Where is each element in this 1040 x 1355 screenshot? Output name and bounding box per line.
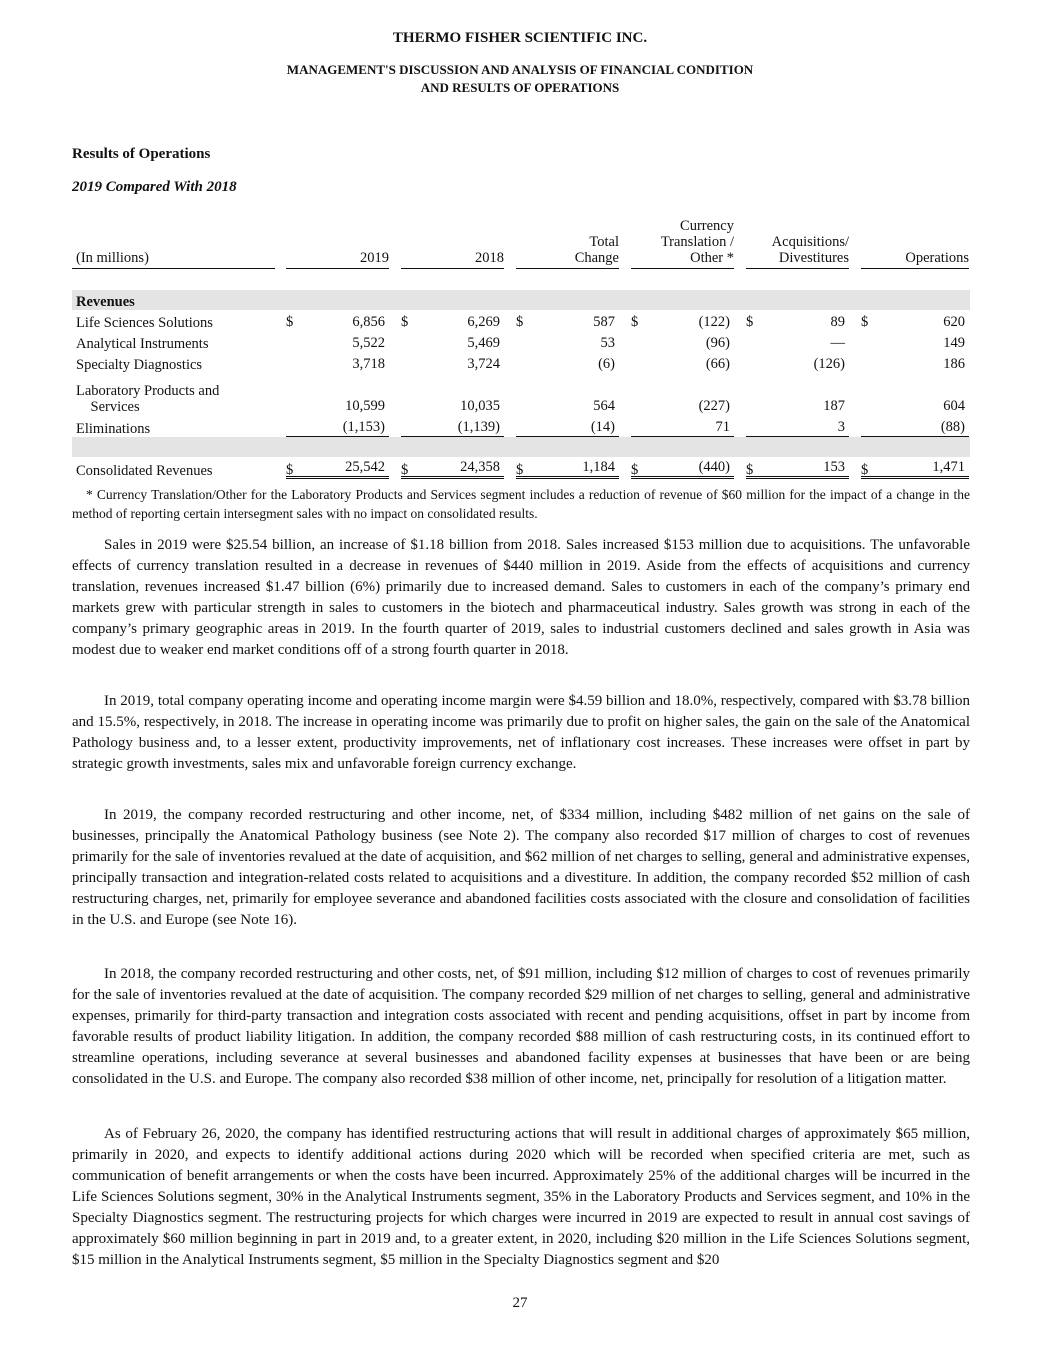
dollar-sign <box>401 373 415 415</box>
dollar-sign: $ <box>746 462 754 478</box>
cell-ops: (88) <box>861 415 969 437</box>
row-label: Consolidated Revenues <box>76 463 213 479</box>
cell-y2018: 5,469 <box>467 335 500 351</box>
header-operations: Operations <box>861 217 969 269</box>
paragraph-restructuring-2018: In 2018, the company recorded restructuring and other costs, net, of $91 million, including $12 million of charges to cost of revenues primarily for the sale of inventories revalued at the date of acquisition. The company recorded $29 million of net charges to selling, general and administrative expenses, primarily for third-party transaction and integration costs associated with recent and pending acquisitions, offset in part by income from favorable results of product liability litigation. In addition, the company recorded $88 million of cash restructuring costs, in its continued effort to streamline operations, including severance at several businesses and abandoned facility expenses at businesses that have been or are being consolidated in the U.S. and Europe. The company also recorded $38 million of other income, net, principally for resolution of a litigation matter. <box>72 966 970 1087</box>
dollar-sign <box>631 373 645 415</box>
row-label: Specialty Diagnostics <box>76 357 203 373</box>
dollar-sign: $ <box>861 314 869 330</box>
dollar-sign <box>631 415 645 437</box>
cell-currency: 71 <box>631 415 734 437</box>
dollar-sign: $ <box>401 462 409 478</box>
dollar-sign: $ <box>631 462 639 478</box>
cell-y2018: 24,358 <box>401 457 504 479</box>
dollar-sign: $ <box>516 462 524 478</box>
cell-acq: 153 <box>746 457 849 479</box>
dollar-sign: $ <box>516 314 524 330</box>
dollar-sign <box>401 415 415 437</box>
dollar-sign <box>516 373 530 415</box>
cell-currency: (440) <box>631 457 734 479</box>
cell-total: (14) <box>516 415 619 437</box>
dollar-sign: $ <box>401 314 409 330</box>
header-total-change: Total Change <box>516 217 619 269</box>
dollar-sign <box>861 331 875 352</box>
cell-ops: 620 <box>943 314 965 330</box>
dollar-sign <box>516 415 530 437</box>
row-laboratory-products <box>72 373 970 415</box>
cell-y2019: (1,153) <box>286 415 389 437</box>
cell-acq: 89 <box>830 314 845 330</box>
spacer-row <box>72 437 970 457</box>
revenues-group-row <box>72 290 970 310</box>
cell-y2018: 3,724 <box>467 356 500 372</box>
cell-y2018: 10,035 <box>460 398 500 414</box>
cell-ops: 1,471 <box>861 457 969 479</box>
dollar-sign <box>861 373 875 415</box>
header-in-millions: (In millions) <box>72 217 275 269</box>
cell-currency: (122) <box>698 314 730 330</box>
cell-ops: 186 <box>943 356 965 372</box>
cell-currency: (96) <box>705 335 730 351</box>
row-life-sciences <box>72 310 970 331</box>
dollar-sign <box>286 331 300 352</box>
dollar-sign <box>861 415 875 437</box>
cell-total: 564 <box>593 398 615 414</box>
cell-acq: — <box>830 335 845 351</box>
header-acquisitions: Acquisitions/ Divestitures <box>746 217 849 269</box>
cell-y2019: 3,718 <box>352 356 385 372</box>
revenues-group-label: Revenues <box>76 294 135 310</box>
cell-total: 53 <box>600 335 615 351</box>
paragraph-restructuring-2019: In 2019, the company recorded restructuring and other income, net, of $334 million, including $482 million of net gains on the sale of businesses, principally the Anatomical Pathology business (see Note 2). The company also recorded $17 million of charges to cost of revenues primarily for the sale of inventories revalued at the date of acquisition, and $62 million of net charges to selling, general and administrative expenses, principally transaction and integration-related costs related to acquisitions and a divestiture. In addition, the company recorded $52 million of cash restructuring charges, net, primarily for employee severance and abandoned facilities costs associated with the closure and consolidation of facilities in the U.S. and Europe (see Note 16). <box>72 807 970 928</box>
row-consolidated-revenues <box>72 457 970 479</box>
dollar-sign: $ <box>631 314 639 330</box>
paragraph-sales: Sales in 2019 were $25.54 billion, an increase of $1.18 billion from 2018. Sales increased $153 million due to acquisitions. The unfavorable effects of currency translation resulted in a decrease in revenues of $440 million in 2019. Aside from the effects of acquisitions and currency translation, revenues increased $1.47 billion (6%) primarily due to increased demand. Sales to customers in each of the company’s primary end markets grew with particular strength in sales to customers in the biotech and pharmaceutical industry. Sales growth was strong in each of the company’s primary geographic areas in 2019. In the fourth quarter of 2019, sales to industrial customers declined and sales growth in Asia was modest due to weaker end market conditions off of a strong fourth quarter in 2018. <box>72 537 970 658</box>
row-eliminations <box>72 415 970 437</box>
dollar-sign <box>746 373 760 415</box>
table-footnote: * Currency Translation/Other for the Laboratory Products and Services segment includes a reduction of revenue of $60 million for the impact of a change in the method of reporting certain intersegment sales with no impact on consolidated results. <box>72 487 970 521</box>
cell-currency: (66) <box>705 356 730 372</box>
cell-y2018: 6,269 <box>467 314 500 330</box>
header-currency-translation: Currency Translation / Other * <box>631 217 734 269</box>
cell-acq: (126) <box>813 356 845 372</box>
row-label: Eliminations <box>76 421 151 437</box>
row-label: Laboratory Products and Services <box>76 383 220 415</box>
dollar-sign <box>631 331 645 352</box>
report-heading <box>0 61 1040 97</box>
header-2019: 2019 <box>286 217 389 269</box>
company-name: THERMO FISHER SCIENTIFIC INC. <box>392 30 648 46</box>
dollar-sign: $ <box>861 462 869 478</box>
dollar-sign <box>516 352 530 373</box>
paragraph-operating-income: In 2019, total company operating income and operating income margin were $4.59 billion and 18.0%, respectively, compared with $3.78 billion and 15.5%, respectively, in 2018. The increase in operating income was primarily due to profit on higher sales, the gain on the sale of the Anatomical Pathology business and, to a lesser extent, productivity improvements, net of inflationary cost increases. These increases were offset in part by strategic growth investments, sales mix and unfavorable foreign currency exchange. <box>72 693 970 772</box>
dollar-sign <box>516 331 530 352</box>
dollar-sign <box>746 415 760 437</box>
cell-y2018: (1,139) <box>401 415 504 437</box>
dollar-sign <box>861 352 875 373</box>
dollar-sign <box>631 352 645 373</box>
section-title: Results of Operations <box>72 146 211 162</box>
cell-acq: 187 <box>823 398 845 414</box>
row-analytical-instruments <box>72 331 970 352</box>
subsection-title: 2019 Compared With 2018 <box>72 179 237 195</box>
cell-total: 1,184 <box>516 457 619 479</box>
report-heading-line1: MANAGEMENT'S DISCUSSION AND ANALYSIS OF FINANCIAL CONDITION <box>286 62 754 77</box>
row-specialty-diagnostics <box>72 352 970 373</box>
dollar-sign <box>746 352 760 373</box>
header-2018: 2018 <box>401 217 504 269</box>
report-heading-line2: AND RESULTS OF OPERATIONS <box>420 80 620 95</box>
cell-y2019: 25,542 <box>286 457 389 479</box>
cell-y2019: 5,522 <box>352 335 385 351</box>
row-label: Life Sciences Solutions <box>76 315 213 331</box>
row-label: Analytical Instruments <box>76 336 209 352</box>
cell-ops: 149 <box>943 335 965 351</box>
page-number: 27 <box>512 1295 528 1311</box>
cell-ops: 604 <box>943 398 965 414</box>
dollar-sign <box>401 352 415 373</box>
dollar-sign <box>286 352 300 373</box>
cell-acq: 3 <box>746 415 849 437</box>
cell-y2019: 10,599 <box>345 398 385 414</box>
paragraph-restructuring-actions: As of February 26, 2020, the company has identified restructuring actions that will result in additional charges of approximately $65 million, primarily in 2020, and expects to identify additional actions during 2020 which will be recorded when specified criteria are met, such as communication of benefit arrangements or when the costs have been incurred. Approximately 25% of the additional charges will be incurred in the Life Sciences Solutions segment, 30% in the Analytical Instruments segment, 35% in the Laboratory Products and Services segment, and 10% in the Specialty Diagnostics segment. The restructuring projects for which charges were incurred in 2019 are expected to result in annual cost savings of approximately $60 million beginning in part in 2019 and, to a greater extent, in 2020, including $20 million in the Life Sciences Solutions segment, $15 million in the Analytical Instruments segment, $5 million in the Specialty Diagnostics segment and $20 <box>72 1126 970 1268</box>
dollar-sign: $ <box>286 314 294 330</box>
cell-currency: (227) <box>698 398 730 414</box>
dollar-sign: $ <box>286 462 294 478</box>
cell-y2019: 6,856 <box>352 314 385 330</box>
cell-total: 587 <box>593 314 615 330</box>
dollar-sign <box>286 373 300 415</box>
dollar-sign <box>401 331 415 352</box>
dollar-sign: $ <box>746 314 754 330</box>
dollar-sign <box>746 331 760 352</box>
cell-total: (6) <box>598 356 615 372</box>
dollar-sign <box>286 415 300 437</box>
